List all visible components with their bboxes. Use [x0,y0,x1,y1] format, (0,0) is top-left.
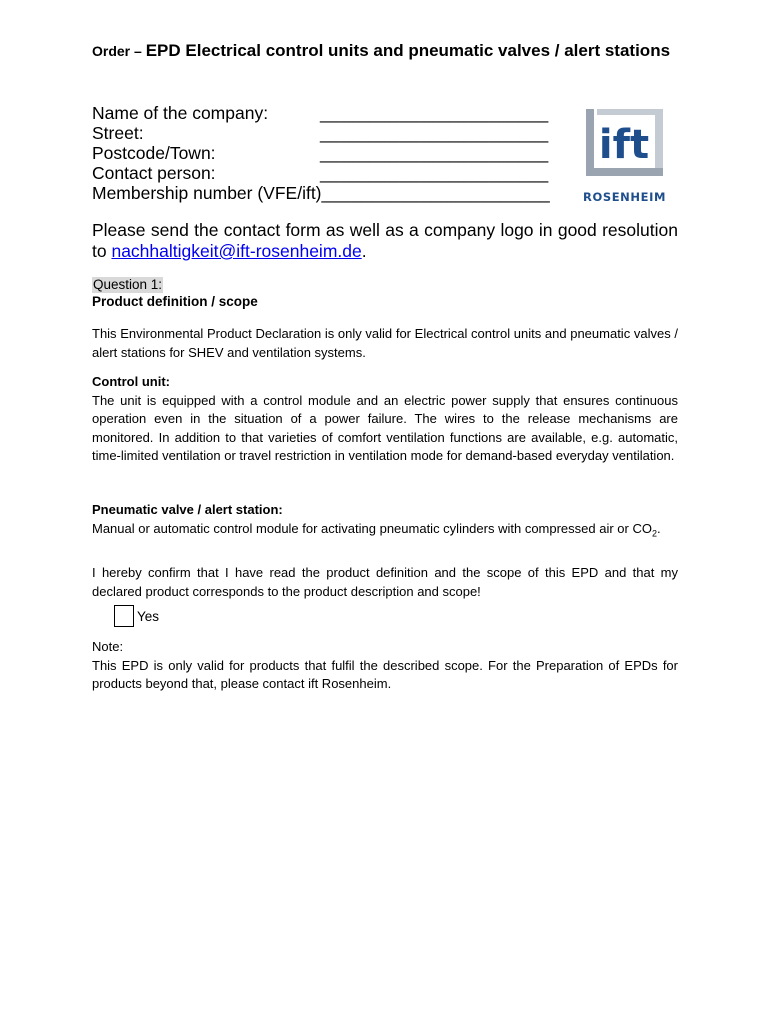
logo-text: ift [598,122,650,168]
pneumatic-heading: Pneumatic valve / alert station: [92,502,283,517]
note-text: This EPD is only valid for products that fulfil the described scope. For the Preparation of EPDs for products beyond that, please contact ift Rosenheim. [92,657,678,691]
confirm-paragraph: I hereby confirm that I have read the product definition and the scope of this EPD and that my declared product corresponds to the product description and scope! [92,565,678,599]
street-input-line[interactable]: _______________________ [320,123,549,143]
field-label: Postcode/Town: [92,143,216,163]
ift-logo [583,106,666,204]
yes-label: Yes [137,609,160,624]
confirm-checkbox-row [114,605,159,627]
field-membership [92,183,550,203]
co2-subscript: 2 [651,528,657,539]
control-unit-heading: Control unit: [92,374,170,389]
title-prefix: Order – [92,43,146,59]
membership-input-line[interactable]: _______________________ [321,183,550,203]
question-title: Product definition / scope [92,294,258,309]
pneumatic-text-block [92,520,678,543]
request-body: Please send the contact form as well as a company logo in good resolution to [92,220,678,261]
field-company [92,103,550,123]
question-label: Question 1: [93,277,163,292]
request-end: . [361,241,367,261]
pneumatic-end: . [656,520,661,536]
pneumatic-text: Manual or automatic control module for activating pneumatic cylinders with compressed air or CO [92,520,652,536]
field-label: Membership number (VFE/ift) [92,183,322,203]
pneumatic-section [92,501,678,543]
postcode-input-line[interactable]: _______________________ [320,143,549,163]
control-unit-section [92,373,678,466]
field-street [92,123,550,143]
note-heading: Note: [92,639,124,654]
field-label: Name of the company: [92,103,269,123]
request-text [92,220,678,262]
logo-caption: ROSENHEIM [583,190,666,204]
company-input-line[interactable]: _______________________ [320,103,549,123]
field-label: Street: [92,123,144,143]
title-main: EPD Electrical control units and pneumatic valves / alert stations [145,41,671,60]
field-label: Contact person: [92,163,216,183]
field-contact-person [92,163,550,183]
note-section [92,638,678,694]
yes-checkbox[interactable] [114,605,134,627]
document-title [92,40,692,62]
contact-fields [92,103,550,203]
contact-input-line[interactable]: _______________________ [320,163,549,183]
field-postcode-town [92,143,550,163]
scope-paragraph: This Environmental Product Declaration is only valid for Electrical control units and pneumatic valves / alert stations for SHEV and ventilation systems. [92,326,678,360]
ift-logo-icon [583,106,666,179]
email-link[interactable]: nachhaltigkeit@ift-rosenheim.de [111,241,362,261]
control-unit-text: The unit is equipped with a control module and an electric power supply that ensures continuous operation even in the situation of a power failure. The wires to the release mechanisms are monitored. In addition to that varieties of comfort ventilation functions are available, e.g. automatic, time-limited ventilation or travel restriction in ventilation mode for demand-based everyday ventilation. [92,392,678,463]
